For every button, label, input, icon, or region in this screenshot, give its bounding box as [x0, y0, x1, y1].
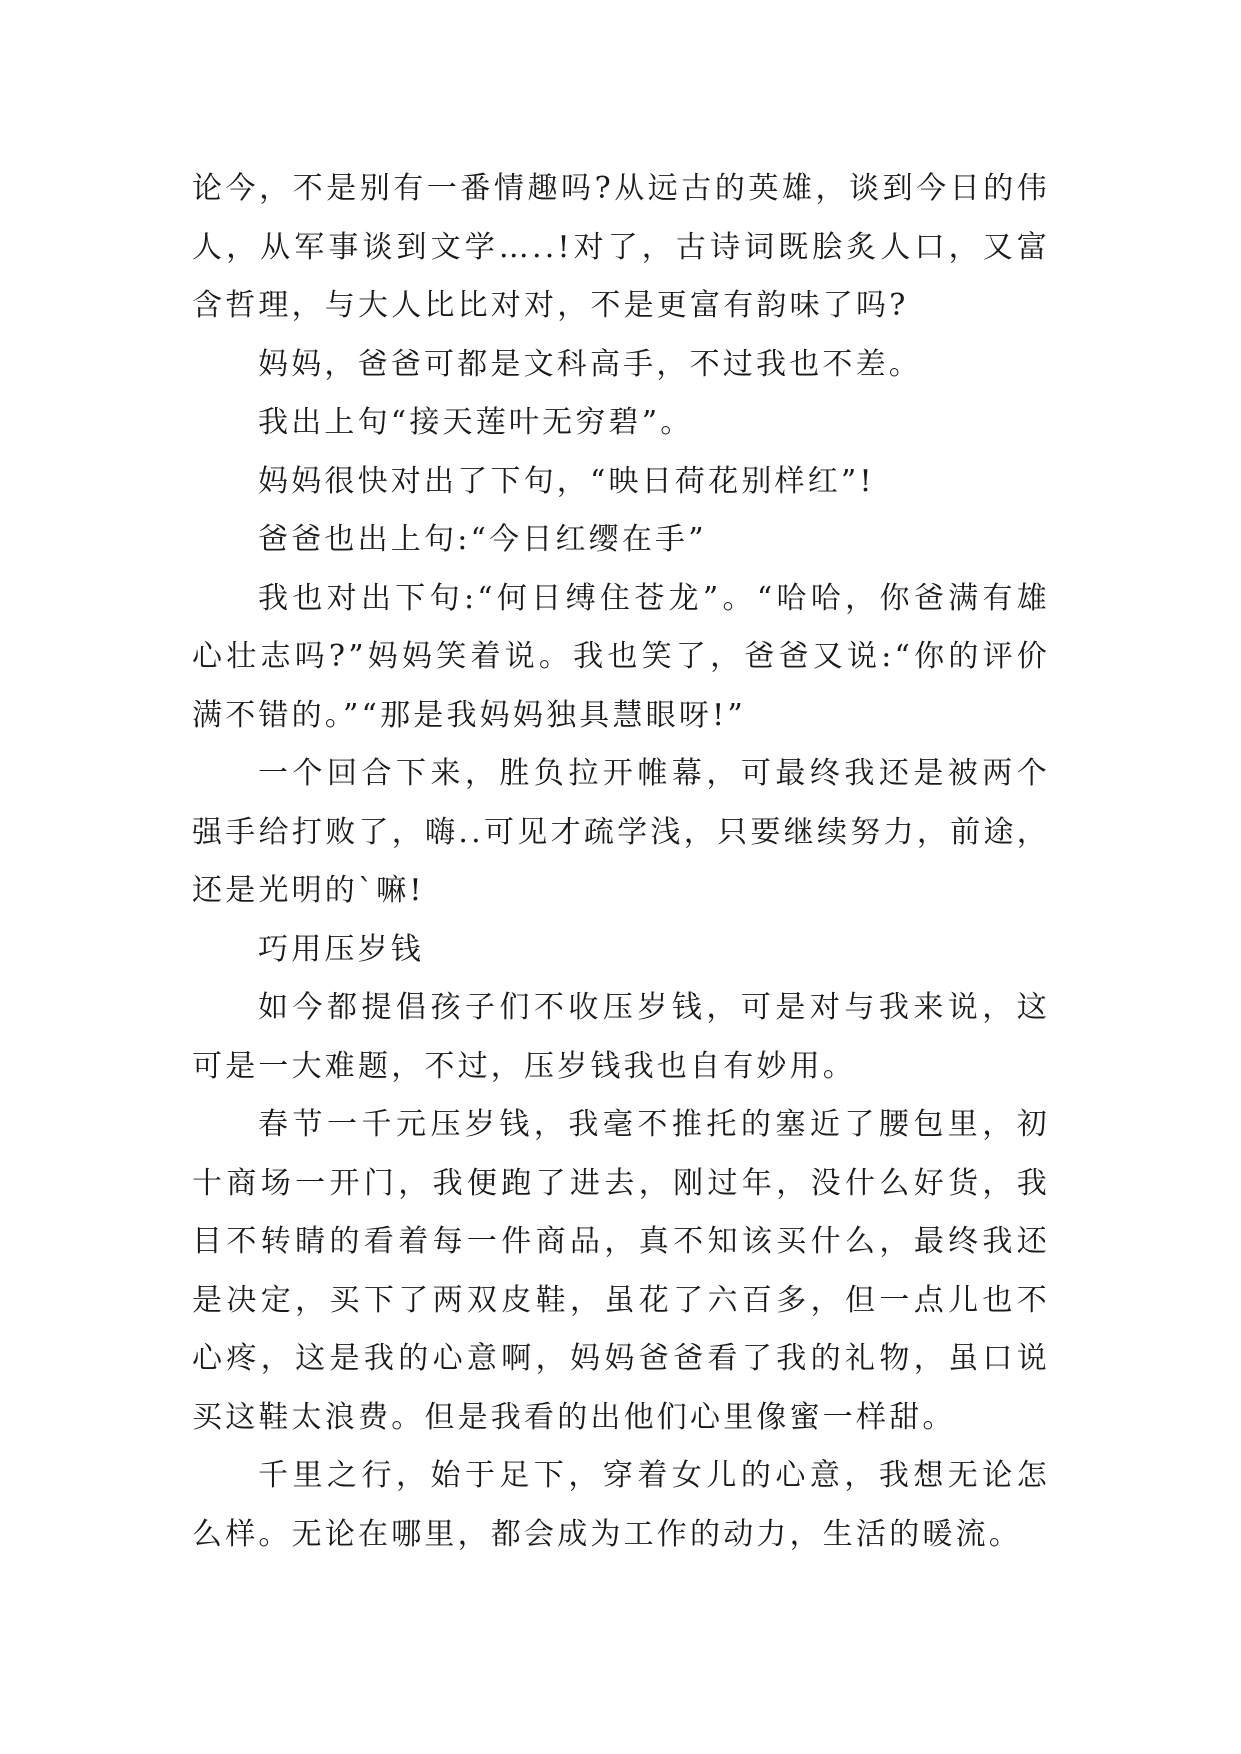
paragraph: 论今，不是别有一番情趣吗?从远古的英雄，谈到今日的伟人，从军事谈到文学…..!对了，古诗词既脍炙人口，又富含哲理，与大人比比对对，不是更富有韵味了吗?: [192, 171, 1050, 323]
paragraph: 千里之行，始于足下，穿着女儿的心意，我想无论怎么样。无论在哪里，都会成为工作的动力，生活的暖流。: [192, 1458, 1050, 1552]
paragraph: 妈妈，爸爸可都是文科高手，不过我也不差。: [258, 346, 922, 382]
paragraph: 妈妈很快对出了下句，“映日荷花别样红”!: [258, 463, 875, 499]
section-heading: 巧用压岁钱: [258, 931, 424, 967]
paragraph: 春节一千元压岁钱，我毫不推托的塞近了腰包里，初十商场一开门，我便跑了进去，刚过年，没什么好货，我目不转睛的看着每一件商品，真不知该买什么，最终我还是决定，买下了两双皮鞋，虽花了六百多，但一点儿也不心疼，这是我的心意啊，妈妈爸爸看了我的礼物，虽口说买这鞋太浪费。但是我看的出他们心里像蜜一样甜。: [192, 1107, 1050, 1435]
paragraph: 如今都提倡孩子们不收压岁钱，可是对与我来说，这可是一大难题，不过，压岁钱我也自有妙用。: [192, 990, 1050, 1084]
paragraph: 我也对出下句:“何日缚住苍龙”。“哈哈，你爸满有雄心壮志吗?”妈妈笑着说。我也笑了，爸爸又说:“你的评价满不错的。”“那是我妈妈独具慧眼呀!”: [192, 580, 1050, 733]
document-body: [192, 160, 1050, 1564]
paragraph: 爸爸也出上句:“今日红缨在手”: [258, 522, 707, 557]
paragraph: 我出上句“接天莲叶无穷碧”。: [258, 405, 694, 440]
paragraph: 一个回合下来，胜负拉开帷幕，可最终我还是被两个强手给打败了，嗨..可见才疏学浅，只要继续努力，前途，还是光明的`嘛!: [192, 756, 1050, 908]
